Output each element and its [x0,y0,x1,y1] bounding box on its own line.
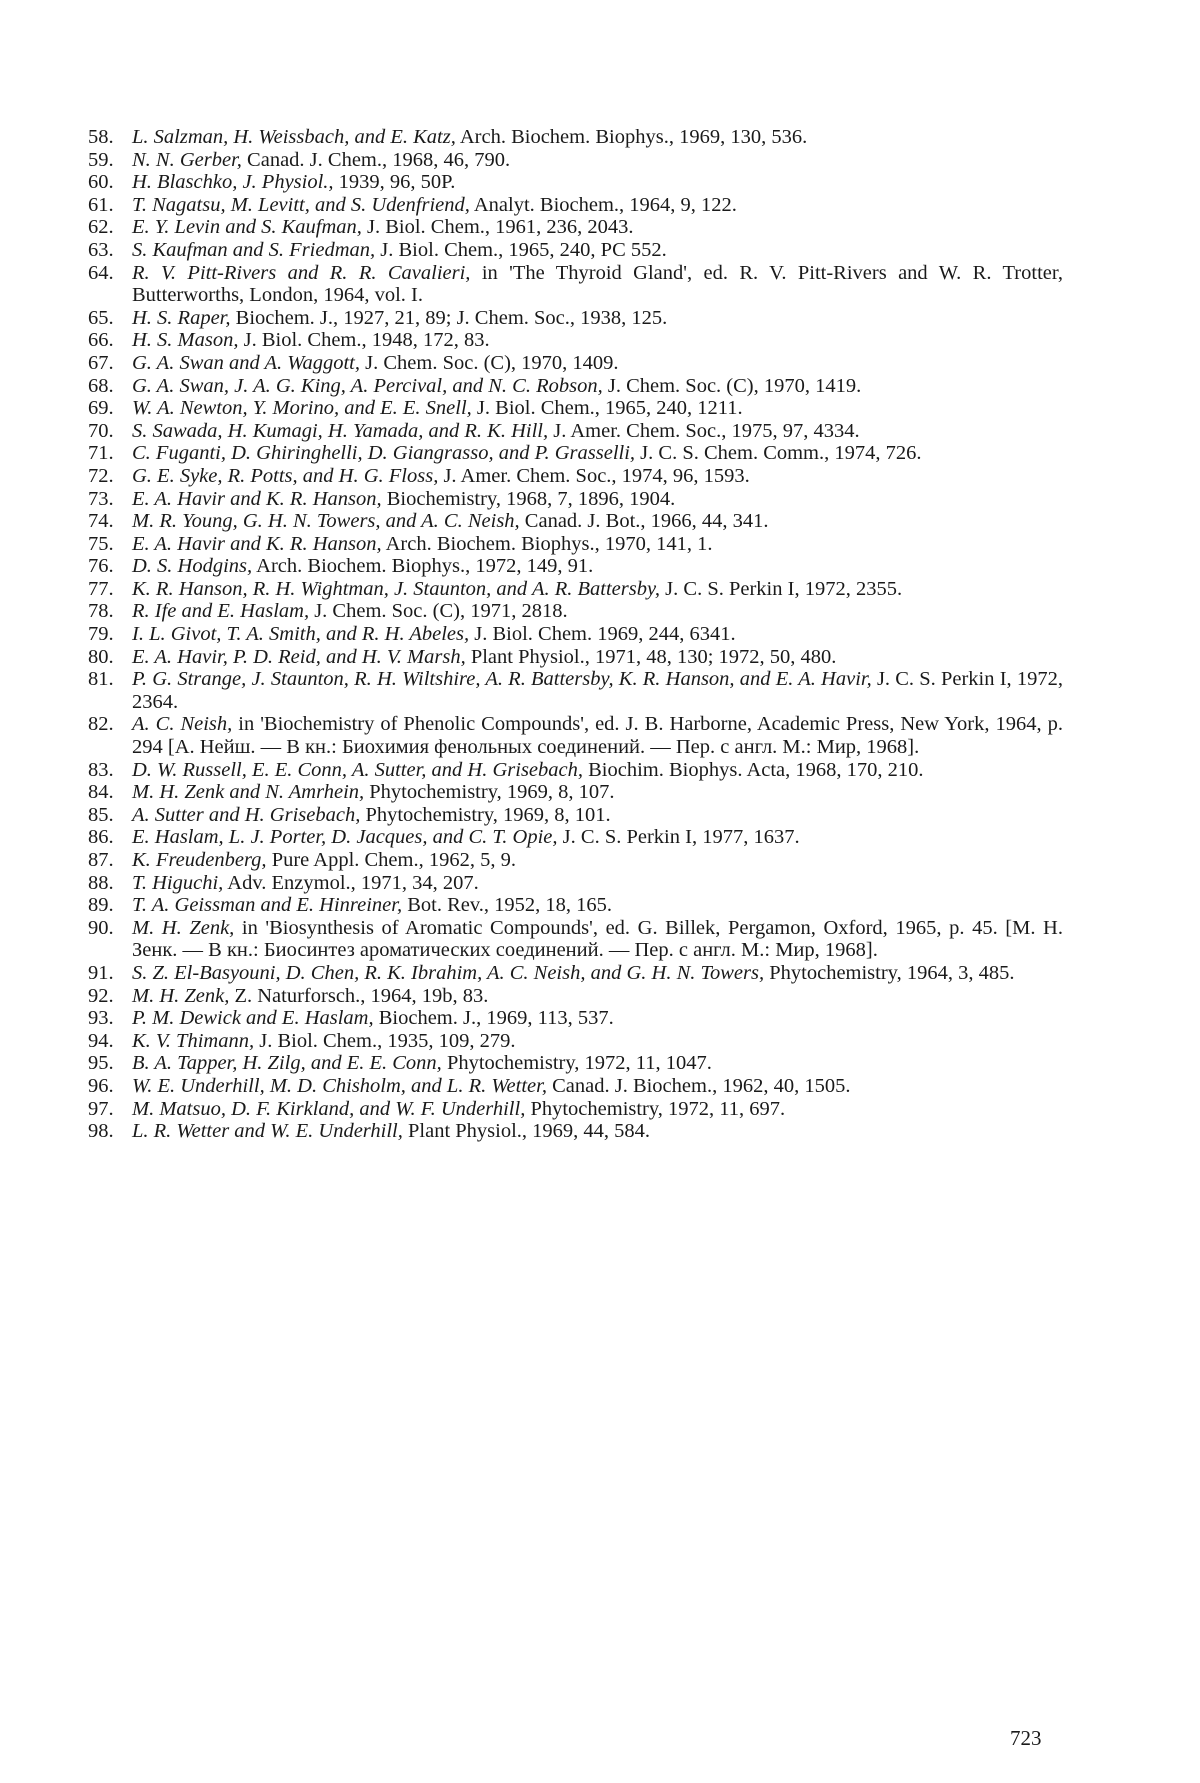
reference-citation: J. Biol. Chem., 1948, 172, 83. [238,329,490,352]
reference-citation: J. Biol. Chem., 1965, 240, PC 552. [375,238,667,261]
reference-number: 83. [88,758,114,781]
page-number: 723 [1010,1726,1042,1750]
reference-citation: Phytochemistry, 1972, 11, 697. [525,1097,786,1120]
reference-item [88,216,1063,239]
reference-item [88,894,1063,917]
reference-authors: E. A. Havir and K. R. Hanson, [132,532,382,555]
reference-item [88,849,1063,872]
reference-number: 63. [88,238,114,261]
reference-citation: J. C. S. Perkin I, 1972, 2355. [660,577,903,600]
reference-number: 73. [88,487,114,510]
reference-authors: R. Ife and E. Haslam, [132,600,310,623]
reference-citation: Biochem. J., 1927, 21, 89; J. Chem. Soc., 1938, 125. [230,306,668,329]
reference-authors: E. Y. Levin and S. Kaufman, [132,216,362,239]
reference-authors: A. Sutter and H. Grisebach, [132,803,361,826]
reference-citation: Phytochemistry, 1969, 8, 107. [364,781,615,804]
reference-citation: J. Biol. Chem. 1969, 244, 6341. [469,623,736,646]
reference-number: 82. [88,713,114,736]
reference-authors: A. C. Neish, [132,713,233,736]
reference-authors: S. Kaufman and S. Friedman, [132,238,376,261]
reference-authors: E. A. Havir, P. D. Reid, and H. V. Marsh, [132,645,466,668]
reference-item [88,533,1063,556]
reference-citation: Phytochemistry, 1964, 3, 485. [764,961,1015,984]
reference-citation: Biochem. J., 1969, 113, 537. [373,1007,614,1030]
reference-number: 74. [88,510,114,533]
reference-item [88,239,1063,262]
reference-authors: B. A. Tapper, H. Zilg, and E. E. Conn, [132,1052,442,1075]
reference-number: 61. [88,193,114,216]
reference-authors: R. V. Pitt-Rivers and R. R. Cavalieri, [132,261,471,284]
reference-number: 72. [88,464,114,487]
reference-item [88,375,1063,398]
reference-authors: M. H. Zenk and N. Amrhein, [132,781,365,804]
reference-number: 98. [88,1120,114,1143]
reference-number: 60. [88,171,114,194]
reference-authors: P. G. Strange, J. Staunton, R. H. Wiltshire, A. R. Battersby, K. R. Hanson, and E. A. Havir, [132,668,872,691]
reference-citation: J. Biol. Chem., 1961, 236, 2043. [361,216,634,239]
reference-authors: M. R. Young, G. H. N. Towers, and A. C. Neish, [132,510,520,533]
reference-authors: E. A. Havir and K. R. Hanson, [132,487,382,510]
reference-authors: K. R. Hanson, R. H. Wightman, J. Staunton, and A. R. Battersby, [132,577,661,600]
reference-number: 94. [88,1029,114,1052]
reference-item [88,781,1063,804]
reference-number: 67. [88,351,114,374]
reference-item [88,1052,1063,1075]
reference-authors: H. S. Mason, [132,329,239,352]
reference-citation: J. C. S. Perkin I, 1972, 2364. [132,668,1063,713]
reference-item [88,985,1063,1008]
reference-citation: Biochim. Biophys. Acta, 1968, 170, 210. [583,758,924,781]
reference-item [88,442,1063,465]
reference-citation: Pure Appl. Chem., 1962, 5, 9. [266,849,516,871]
reference-authors: T. Nagatsu, M. Levitt, and S. Udenfriend, [132,193,470,216]
reference-number: 88. [88,871,114,894]
reference-citation: Bot. Rev., 1952, 18, 165. [402,894,613,917]
reference-citation: Canad. J. Chem., 1968, 46, 790. [241,148,511,171]
reference-number: 90. [88,916,114,939]
reference-item [88,1120,1063,1143]
reference-citation: J. Biol. Chem., 1935, 109, 279. [254,1029,516,1052]
reference-item [88,171,1063,194]
reference-number: 64. [88,261,114,284]
reference-number: 75. [88,532,114,555]
reference-number: 71. [88,442,114,465]
reference-citation: J. C. S. Perkin I, 1977, 1637. [557,826,800,849]
reference-authors: S. Sawada, H. Kumagi, H. Yamada, and R. K. Hill, [132,419,549,442]
reference-number: 70. [88,419,114,442]
reference-citation: J. Biol. Chem., 1965, 240, 1211. [471,397,743,420]
reference-item [88,1075,1063,1098]
reference-authors: K. V. Thimann, [132,1029,255,1052]
reference-item [88,713,1063,758]
reference-authors: S. Z. El-Basyouni, D. Chen, R. K. Ibrahim, A. C. Neish, and G. H. N. Towers, [132,961,765,984]
reference-citation: Arch. Biochem. Biophys., 1972, 149, 91. [252,555,594,578]
reference-number: 85. [88,803,114,826]
reference-citation: 1939, 96, 50P. [333,171,456,194]
reference-item [88,668,1063,713]
reference-citation: Arch. Biochem. Biophys., 1970, 141, 1. [381,532,713,555]
reference-number: 58. [88,126,114,148]
reference-item [88,826,1063,849]
reference-authors: L. R. Wetter and W. E. Underhill, [132,1120,403,1143]
reference-item [88,329,1063,352]
reference-citation: Arch. Biochem. Biophys., 1969, 130, 536. [455,126,808,148]
reference-number: 77. [88,577,114,600]
reference-item [88,872,1063,895]
reference-number: 89. [88,894,114,917]
reference-number: 96. [88,1074,114,1097]
reference-item [88,126,1063,149]
reference-item [88,194,1063,217]
reference-item [88,510,1063,533]
reference-authors: W. E. Underhill, M. D. Chisholm, and L. R. Wetter, [132,1074,547,1097]
reference-authors: G. A. Swan, J. A. G. King, A. Percival, and N. C. Robson, [132,374,603,397]
reference-number: 76. [88,555,114,578]
reference-authors: M. H. Zenk, [132,984,230,1007]
reference-number: 62. [88,216,114,239]
reference-item [88,555,1063,578]
reference-citation: J. C. S. Chem. Comm., 1974, 726. [635,442,922,465]
reference-citation: Plant Physiol., 1969, 44, 584. [402,1120,651,1143]
reference-authors: K. Freudenberg, [132,849,267,871]
reference-number: 65. [88,306,114,329]
reference-citation: Phytochemistry, 1972, 11, 1047. [441,1052,712,1075]
reference-item [88,149,1063,172]
reference-item [88,352,1063,375]
reference-number: 78. [88,600,114,623]
reference-item [88,1007,1063,1030]
reference-citation: Analyt. Biochem., 1964, 9, 122. [469,193,737,216]
reference-number: 95. [88,1052,114,1075]
reference-citation: in 'The Thyroid Gland', ed. R. V. Pitt-Rivers and W. R. Trotter, Butterworths, London, 1964, vol. I. [132,261,1063,307]
reference-number: 68. [88,374,114,397]
reference-citation: Canad. J. Biochem., 1962, 40, 1505. [546,1074,851,1097]
reference-number: 84. [88,781,114,804]
reference-item [88,962,1063,985]
reference-citation: in 'Biosynthesis of Aromatic Compounds', ed. G. Billek, Pergamon, Oxford, 1965, p. 45. [М. Н. Зенк. — В кн.: Биосинтез ароматических соединений. — Пер. с англ. М.: Мир, 1968]. [132,916,1063,962]
reference-authors: D. W. Russell, E. E. Conn, A. Sutter, and H. Grisebach, [132,758,583,781]
reference-authors: T. A. Geissman and E. Hinreiner, [132,894,403,917]
reference-citation: Adv. Enzymol., 1971, 34, 207. [223,871,479,894]
reference-authors: C. Fuganti, D. Ghiringhelli, D. Giangrasso, and P. Grasselli, [132,442,636,465]
reference-authors: P. M. Dewick and E. Haslam, [132,1007,374,1030]
reference-item [88,578,1063,601]
reference-authors: G. A. Swan and A. Waggott, [132,351,360,374]
reference-authors: D. S. Hodgins, [132,555,253,578]
reference-item [88,917,1063,962]
reference-item [88,623,1063,646]
reference-authors: I. L. Givot, T. A. Smith, and R. H. Abeles, [132,623,470,646]
reference-citation: J. Amer. Chem. Soc., 1974, 96, 1593. [438,464,750,487]
reference-citation: Phytochemistry, 1969, 8, 101. [360,803,611,826]
reference-item [88,488,1063,511]
reference-citation: J. Amer. Chem. Soc., 1975, 97, 4334. [548,419,860,442]
reference-number: 97. [88,1097,114,1120]
reference-citation: Biochemistry, 1968, 7, 1896, 1904. [381,487,676,510]
reference-authors: G. E. Syke, R. Potts, and H. G. Floss, [132,464,439,487]
reference-item [88,420,1063,443]
reference-item [88,397,1063,420]
reference-number: 86. [88,826,114,849]
reference-item [88,307,1063,330]
reference-number: 81. [88,668,114,691]
reference-number: 92. [88,984,114,1007]
reference-citation: J. Chem. Soc. (C), 1971, 2818. [309,600,568,623]
reference-number: 79. [88,623,114,646]
reference-number: 93. [88,1007,114,1030]
reference-number: 80. [88,645,114,668]
reference-number: 66. [88,329,114,352]
reference-citation: J. Chem. Soc. (C), 1970, 1419. [602,374,862,397]
reference-item [88,759,1063,782]
reference-authors: M. H. Zenk, [132,916,235,939]
reference-item [88,600,1063,623]
reference-authors: L. Salzman, H. Weissbach, and E. Katz, [132,126,456,148]
reference-number: 59. [88,148,114,171]
reference-item [88,262,1063,307]
reference-authors: E. Haslam, L. J. Porter, D. Jacques, and C. T. Opie, [132,826,558,849]
reference-number: 69. [88,397,114,420]
reference-item [88,804,1063,827]
reference-authors: H. S. Raper, [132,306,231,329]
reference-item [88,1098,1063,1121]
reference-list [88,126,1063,1143]
reference-citation: in 'Biochemistry of Phenolic Compounds', ed. J. B. Harborne, Academic Press, New York, 1964, p. 294 [А. Нейш. — В кн.: Биохимия фенольных соединений. — Пер. с англ. М.: Мир, 1968]. [132,713,1063,759]
reference-authors: W. A. Newton, Y. Morino, and E. E. Snell, [132,397,472,420]
reference-item [88,646,1063,669]
reference-item [88,465,1063,488]
reference-number: 91. [88,961,114,984]
reference-item [88,1030,1063,1053]
reference-authors: H. Blaschko, J. Physiol., [132,171,334,194]
reference-authors: T. Higuchi, [132,871,224,894]
reference-authors: N. N. Gerber, [132,148,242,171]
reference-citation: Canad. J. Bot., 1966, 44, 341. [519,510,769,533]
reference-citation: J. Chem. Soc. (C), 1970, 1409. [360,351,619,374]
reference-citation: Plant Physiol., 1971, 48, 130; 1972, 50, 480. [465,645,837,668]
reference-authors: M. Matsuo, D. F. Kirkland, and W. F. Underhill, [132,1097,526,1120]
reference-number: 87. [88,849,114,871]
reference-citation: Z. Naturforsch., 1964, 19b, 83. [229,984,489,1007]
